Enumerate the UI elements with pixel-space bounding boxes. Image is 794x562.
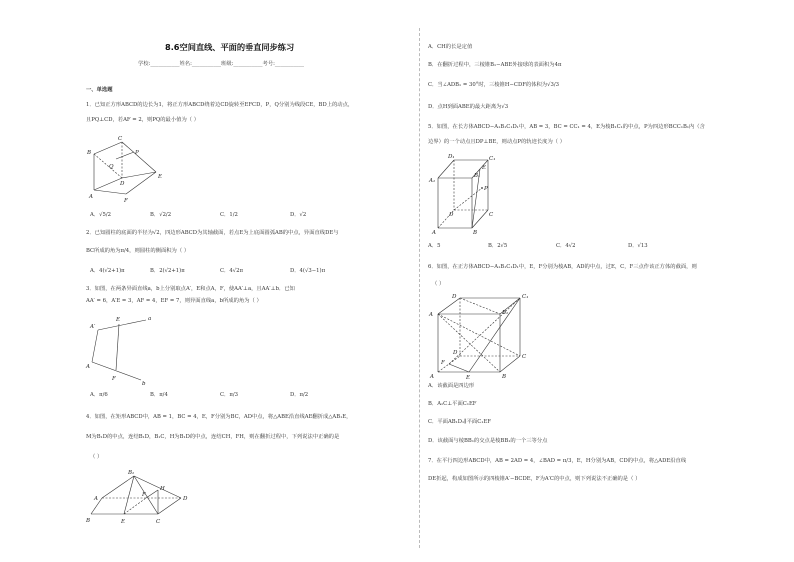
q1-label-c: C — [118, 136, 123, 142]
q5-label-a: A — [432, 230, 436, 236]
q3-option-b[interactable]: B．π/4 — [150, 392, 168, 398]
q1-label-f: F — [124, 198, 128, 204]
q4-label-a: A — [94, 496, 98, 502]
q4-line-3: （ ） — [90, 454, 103, 460]
q5-label-b: B — [473, 230, 478, 236]
q5-option-d[interactable]: D．√13 — [628, 243, 648, 249]
q6-line-2: （ ） — [432, 281, 445, 287]
q5-label-p: P — [484, 186, 488, 192]
q6-option-c[interactable]: C．平面AB₁D₁∥平面C₁EF — [428, 419, 491, 425]
q1-line-2: 且PQ⊥CD，若AF = 2，则PQ的最小值为（ ） — [86, 117, 200, 123]
q7-line-2: DE折起，构成如图所示的四棱锥A′−BCDE，F为A′C的中点，则下列说法不正确的是（ ） — [428, 476, 641, 482]
q1-option-a[interactable]: A．√5/2 — [90, 212, 112, 218]
q1-option-d[interactable]: D．√2 — [290, 212, 307, 218]
q6-label-d1: D — [452, 294, 457, 300]
q2-option-a[interactable]: A．4(√2+1)π — [90, 268, 125, 274]
q3-option-d[interactable]: D．π/2 — [290, 392, 309, 398]
q6-label-b: B — [502, 374, 507, 380]
section-heading: 一、单选题 — [86, 87, 113, 93]
q4-option-c[interactable]: C．当∠ADB₁ = 30°时，三棱锥H−CDF的体积为√3/3 — [428, 82, 559, 88]
q4-label-b1: B₁ — [128, 470, 135, 476]
q1-label-b: B — [87, 150, 92, 156]
q5-label-c1: C₁ — [489, 156, 496, 162]
q4-line-1: 4．如图，在矩形ABCD中，AB = 1，BC = 4，E，F分别为BC，AD中点，将△ABE沿直线AE翻折成△AB₁E， — [86, 414, 352, 420]
q6-option-a[interactable]: A．该截面是四边形 — [428, 383, 475, 389]
q3-figure — [86, 310, 156, 385]
q1-figure — [86, 132, 176, 202]
q6-label-f: F — [441, 360, 445, 366]
q3-label-e: E — [116, 317, 121, 323]
q5-label-a1: A₁ — [429, 178, 436, 184]
q4-option-a[interactable]: A．CH的长是定值 — [428, 44, 473, 50]
q3-label-f: F — [112, 376, 116, 382]
q1-option-b[interactable]: B．√2/2 — [150, 212, 172, 218]
q4-label-f: F — [142, 492, 146, 498]
q5-option-a[interactable]: A．5 — [428, 243, 441, 249]
q3-label-a-prime: A′ — [90, 324, 96, 330]
q3-option-a[interactable]: A．π/6 — [90, 392, 108, 398]
q4-line-2: M为B₁D的中点，连结B₁D，B₁C，H为B₁D的中点，连结CH，FH，则在翻折过程中，下列说法中正确的是 — [86, 434, 340, 440]
q4-option-d[interactable]: D．点H到面ABE的最大距离为√3 — [428, 104, 509, 110]
q3-option-c[interactable]: C．π/3 — [220, 392, 238, 398]
q5-label-c: C — [489, 212, 494, 218]
q5-label-b1: B₁ — [474, 173, 481, 179]
q6-label-e: E — [466, 375, 471, 381]
q1-label-q: Q — [109, 164, 114, 170]
column-divider — [419, 28, 420, 548]
q3-label-b-line: b — [142, 381, 146, 387]
q6-label-d: D — [453, 350, 458, 356]
q6-label-a1: A — [429, 312, 433, 318]
q2-line-2: BC所成的角为π/4，则圆柱的侧面积为（ ） — [86, 248, 190, 254]
q1-line-1: 1．已知正方形ABCD的边长为1，将正方形ABCD绕着边CD旋转至EFCD，P，Q分别为线段CE，BD上的动点， — [86, 102, 354, 108]
q6-label-c1: C₁ — [522, 294, 529, 300]
q2-line-1: 2．已知圆柱的底面的半径为√2，四边形ABCD为其轴截面，若点E为上底面圆弧AB的中点，异面直线DE与 — [86, 230, 339, 236]
q5-label-d1: D₁ — [448, 154, 455, 160]
q1-option-c[interactable]: C．1/2 — [220, 212, 238, 218]
q4-label-b: B — [86, 518, 91, 524]
q5-option-b[interactable]: B．2√5 — [488, 243, 508, 249]
q6-label-b1: B₁ — [502, 310, 509, 316]
q4-option-b[interactable]: B．在翻折过程中，三棱锥B₁−ABE外接球的表面积为4π — [428, 62, 562, 68]
q3-label-a: A — [86, 364, 90, 370]
q6-option-b[interactable]: B．A₁C⊥平面C₁EF — [428, 401, 477, 407]
q2-option-d[interactable]: D．4(√3−1)π — [290, 268, 326, 274]
q3-line-1: 3．如图，在两条异面直线a，b上分别取点A′，E和点A，F，使AA′⊥a，且AA′⊥b．已知 — [86, 286, 295, 292]
q4-label-e: E — [121, 519, 126, 525]
q4-label-c: C — [156, 519, 161, 525]
q6-label-a: A — [430, 374, 434, 380]
q5-line-2: 边界）的一个动点且DP⊥BE，则动点P的轨迹长度为（ ） — [428, 139, 566, 145]
q4-figure — [86, 466, 196, 526]
q3-line-2: AA′ = 6，A′E = 3，AF = 4，EF = 7，则异面直线a，b所成的角为（ ） — [86, 298, 262, 304]
q1-label-e: E — [158, 174, 163, 180]
q1-label-p: P — [135, 150, 139, 156]
q2-option-c[interactable]: C．4√2π — [220, 268, 243, 274]
q5-option-c[interactable]: C．4√2 — [556, 243, 576, 249]
q7-line-1: 7．在平行四边形ABCD中，AB = 2AD = 4，∠BAD = π/3，E，H分别为AB，CD的中点，将△ADE沿直线 — [428, 458, 687, 464]
page-title: 8.6空间直线、平面的垂直同步练习 — [165, 42, 295, 52]
student-info-line: 学校:___________姓名:___________班级:___________考号:___________ — [138, 61, 305, 67]
q5-figure — [426, 152, 506, 234]
q5-label-e: E — [482, 165, 487, 171]
q1-label-a: A — [89, 194, 93, 200]
q2-option-b[interactable]: B．2(√2+1)π — [150, 268, 185, 274]
q4-label-d: D — [183, 496, 188, 502]
q6-line-1: 6．如图，在正方体ABCD−A₁B₁C₁D₁中，E，F分别为棱AB，AD的中点，过E，C，F三点作该正方体的截面，则 — [428, 264, 697, 270]
q6-option-d[interactable]: D．该截面与棱BB₁的交点是棱BB₁的一个三等分点 — [428, 438, 548, 444]
q4-label-h: H — [160, 486, 165, 492]
q3-label-a-line: a — [148, 316, 152, 322]
q6-label-c: C — [522, 354, 527, 360]
q1-label-d: D — [120, 181, 125, 187]
q5-label-d: D — [449, 212, 454, 218]
q6-figure — [426, 292, 536, 381]
q5-line-1: 5．如图，在长方体ABCD−A₁B₁C₁D₁中，AB = 3，BC = CC₁ = 4，E为棱B₁C₁的中点，P为四边形BCC₁B₁内（含 — [428, 124, 705, 130]
